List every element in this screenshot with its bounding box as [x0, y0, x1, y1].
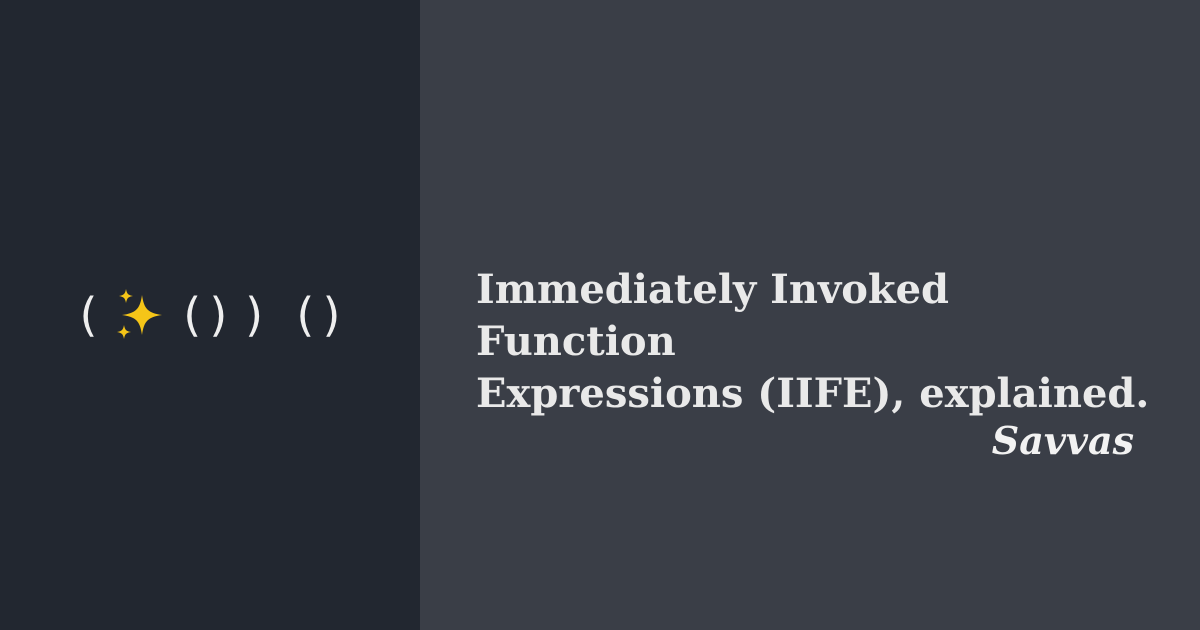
content-panel — [420, 0, 1200, 630]
author-signature: Savvas — [991, 418, 1134, 463]
call-parens: () — [290, 288, 347, 342]
title-line-1: Immediately Invoked Function — [476, 266, 950, 365]
sparkles-icon — [112, 287, 168, 343]
open-paren: ( — [73, 288, 102, 342]
close-paren: ) — [241, 288, 269, 342]
inner-parens: () — [177, 288, 233, 342]
logo-panel — [0, 0, 420, 630]
article-title — [476, 264, 1156, 420]
title-line-2: Expressions (IIFE), explained. — [476, 370, 1150, 417]
iife-logo — [70, 287, 350, 343]
